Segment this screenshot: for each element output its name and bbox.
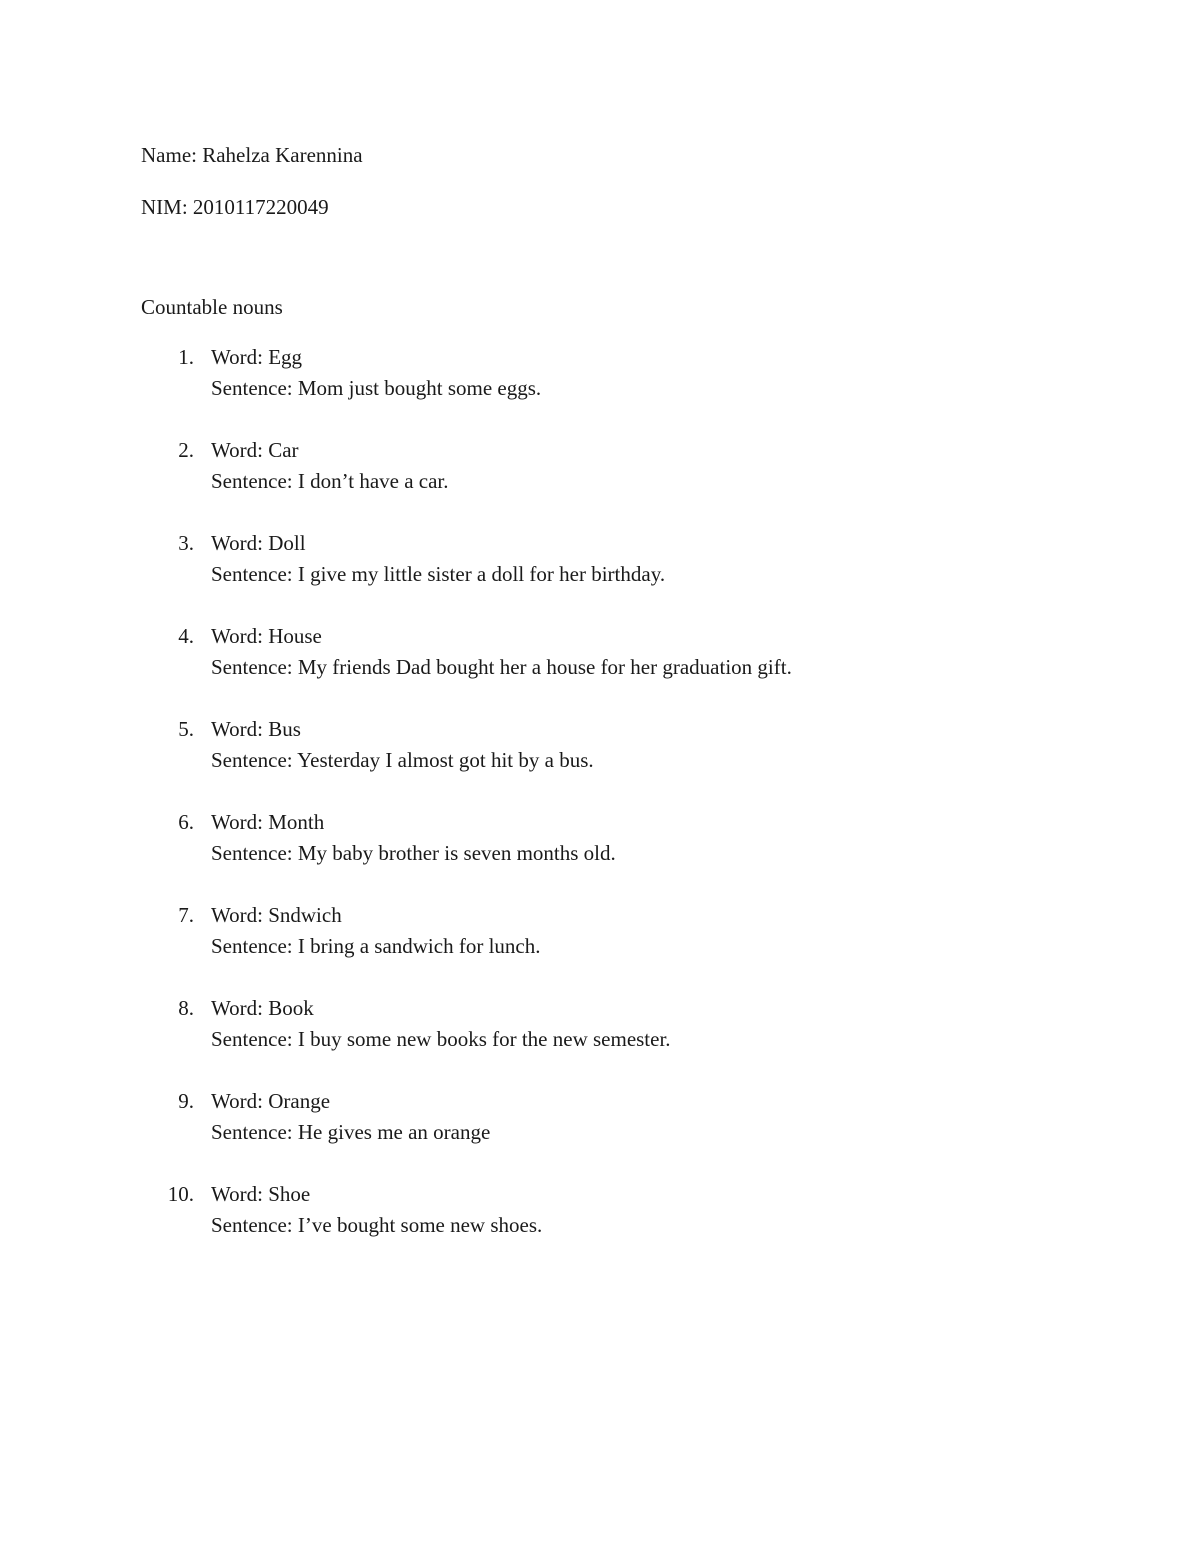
item-word: Word: House xyxy=(211,624,322,648)
item-word: Word: Book xyxy=(211,996,314,1020)
item-sentence: Sentence: My baby brother is seven months old. xyxy=(211,841,616,865)
item-sentence: Sentence: My friends Dad bought her a house for her graduation gift. xyxy=(211,655,792,679)
student-nim: NIM: 2010117220049 xyxy=(141,195,329,219)
item-sentence: Sentence: Yesterday I almost got hit by a bus. xyxy=(211,748,594,772)
item-word: Word: Bus xyxy=(211,717,301,741)
item-number: 10. xyxy=(167,1182,194,1206)
list-item xyxy=(0,809,1200,902)
item-word: Word: Doll xyxy=(211,531,306,555)
list-item xyxy=(0,902,1200,995)
list-item xyxy=(0,623,1200,716)
item-number: 3. xyxy=(178,531,194,555)
item-word: Word: Sndwich xyxy=(211,903,342,927)
item-sentence: Sentence: Mom just bought some eggs. xyxy=(211,376,542,400)
item-word: Word: Month xyxy=(211,810,325,834)
item-number: 2. xyxy=(178,438,194,462)
countable-nouns-list xyxy=(0,344,1200,1274)
list-item xyxy=(0,1088,1200,1181)
item-sentence: Sentence: He gives me an orange xyxy=(211,1120,491,1144)
item-word: Word: Orange xyxy=(211,1089,331,1113)
item-word: Word: Shoe xyxy=(211,1182,311,1206)
list-item xyxy=(0,530,1200,623)
item-number: 8. xyxy=(178,996,194,1020)
item-number: 5. xyxy=(178,717,194,741)
list-item xyxy=(0,1181,1200,1274)
list-item xyxy=(0,716,1200,809)
item-sentence: Sentence: I bring a sandwich for lunch. xyxy=(211,934,541,958)
item-sentence: Sentence: I buy some new books for the new semester. xyxy=(211,1027,671,1051)
item-number: 7. xyxy=(178,903,194,927)
student-name: Name: Rahelza Karennina xyxy=(141,143,363,167)
item-sentence: Sentence: I give my little sister a doll for her birthday. xyxy=(211,562,666,586)
item-sentence: Sentence: I don’t have a car. xyxy=(211,469,449,493)
item-number: 6. xyxy=(178,810,194,834)
item-word: Word: Car xyxy=(211,438,299,462)
list-item xyxy=(0,344,1200,437)
list-item xyxy=(0,437,1200,530)
list-item xyxy=(0,995,1200,1088)
item-number: 4. xyxy=(178,624,194,648)
item-word: Word: Egg xyxy=(211,345,303,369)
section-heading: Countable nouns xyxy=(141,295,283,319)
item-sentence: Sentence: I’ve bought some new shoes. xyxy=(211,1213,543,1237)
item-number: 1. xyxy=(178,345,194,369)
item-number: 9. xyxy=(178,1089,194,1113)
